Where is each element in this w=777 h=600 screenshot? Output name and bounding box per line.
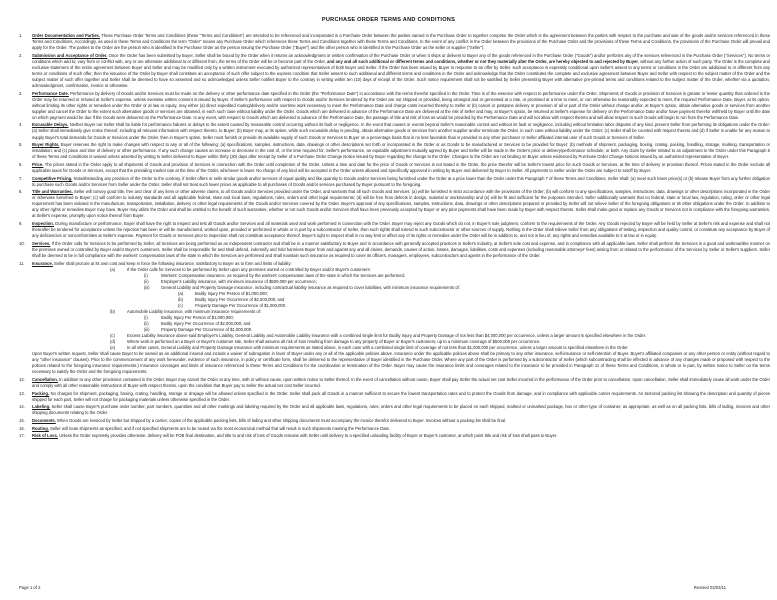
clause-paragraph [32,162,770,174]
sub-item-text: General Liability and Property Damage insurance, including contractual liability insurance as required to cover liabilities, with minimum insurance requirements of: [161,284,460,290]
sub-item-marker: (a) [110,266,116,272]
sub-item-marker: (b) [110,308,116,314]
clause-body: During manufacture or performance, Buyer shall have the right to inspect and test all Goods and/or Services and all materials used and work performed in connection with the Order. Buyer may reject any Goods which do not, in Buyer's sole judgment, conform to the requirements of the Order. Any Goods rejected by Buyer will be held by Seller at Seller's risk and expense and shall not thereafter be tendered for acceptance unless the rejection has been or will be manufactured, worked upon, provided or performed in whole or in part by a subcontractor of Seller, then such rights shall extend to such subcontractor or other sources of supply. Nothing in the Order shall relieve Seller from any obligations of testing, inspection and quality control, or constitute any acceptance by Buyer of any deficiencies or nonconformities at Seller's expense. Payment for Goods or Services prior to inspection shall not constitute acceptance thereof. Buyer's right to inspect shall in no way limit or affect any of its rights or remedies under the Order will be in addition to, and not in lieu of, any rights and remedies available to it at law or in equity. [32,221,771,239]
clause-heading: Excusable Delays. [32,122,69,128]
sub-item-text: Property Damage Per Occurrence of $1,000,000. [161,327,253,333]
sub-item-text: Employer's Liability insurance, with minimum insurance of $500,000 per occurrence; [161,278,317,284]
clause-paragraph [32,53,770,89]
clause-body-post: , without any further action of such party. The Order is the complete and exclusive statement of the entire agreement between Buyer and Seller and may be modified only by a written instrument executed by authorized representatives of both Buyer and Seller. If the Order has been issued by Buyer in response to an offer by Seller, such acceptance is expressly conditional upon Seller's assent to any terms or conditions in the Order are additional to or different from any terms or conditions of such offer, then the issuance of the Order by Buyer shall constitute an acceptance of such offer subject to the express condition that Seller assent to such additional and different terms and conditions in the Order and acknowledge that the Order constitutes the complete and exclusive agreement between Buyer and Seller with respect to the subject matter of the Order and the subject matter of such offer together and Seller shall be deemed to have so assented and so acknowledged unless Seller notifies Buyer to the contrary in writing within ten (10) days of receipt of the Order. Such notice requirement shall not be satisfied by Seller presenting Buyer with alternative pre-printed terms and conditions related to the subject matter of the Order, whether via a quotation, acknowledgment, confirmation, invoice or otherwise. [32,58,770,88]
clause-paragraph [32,404,770,416]
sub-item-text: Bodily Injury Per Occurrence of $2,000,000; and [161,321,251,327]
automobile-roman-list [144,315,770,333]
clause-body: Seller will convey good title, free and clear of any liens or other adverse claims, to all Goods and/or Services provided under the Order, and warrants that all such Goods and Services: (a) will be furnished in strict accordance with the provisions of the Order; (b) will conform to any specifications, samples, instructions, data, drawings or other descriptions incorporated in the Order or otherwise furnished to Buyer; (c) will conform to industry standards and all applicable federal, state and local laws, regulations, rules, orders and other legal requirements; (d) will be free from defects in design, material or workmanship and (e) will be fit and sufficient for the purposes intended. Seller additionally warrants that no federal, state or local law, regulation, ruling, order or other legal requirement has been violated in the manufacture, transportation, installation, delivery or other legal requirements of the Goods and/or Services covered by the Order. Buyer's approval of any specifications, samples, instructions, data, drawings or other descriptions prepared or provided by Seller will not relieve Seller of the foregoing obligations or its other obligations under the Order. In addition to any other rights or remedies Buyer may have, Buyer may utilize the Order and shall be entitled to the benefit of such warranties, whether or not such Goods and/or Services shall have been previously accepted by Buyer or any prior payments shall have been made by Buyer with respect thereto. Seller shall make good or replace any Goods or Services not in compliance with the foregoing warranties, at Seller's expense, promptly upon notice thereof from Buyer. [32,189,771,219]
clause-body: The prices stated in the Order apply to all shipments of Goods and provision of Services in connection with the Order until completion of the Order. Unless a time and date for the price of Goods or Services is not stated in the Order, the price therefor will be Seller's lowest price for such Goods or Services, at the time of delivery or provision thereof. Prices stated in the Order exclude all applicable taxes for Goods or Services, except that the prevailing market rate at the time of the Order, whichever is lower. No charge of any kind will be accepted in the Order unless allowed and specifically approved in writing by Buyer and delivered by Buyer to Seller. All payments to Seller under the Order are subject to setoff by Buyer. [32,161,770,173]
clause-12 [7,377,770,389]
clause-paragraph [32,33,770,51]
sub-item-text: Workers' Compensation insurance, as required by the workers' compensation laws of the state in which the Services are performed; [161,272,406,278]
clause-8 [7,189,770,219]
clause-paragraph [32,377,770,389]
clause-2 [7,53,770,89]
clause-paragraph [32,176,770,188]
clause-heading: Packing. [32,390,50,396]
sub-item-text: If the Order calls for Services to be performed by Seller upon any premises owned or controlled by Buyer and/or Buyer's customers: [127,266,371,272]
insurance-letter-list [178,291,770,309]
sub-item-text: Bodily Injury Per Person of $1,000,000; [161,315,234,320]
clause-body: Seller shall cause Buyer's purchase order number, part numbers, quantities and all other markings and labeling required by the Order and all applicable laws, regulations, rules, orders and other legal requirements to be placed on each shipped, marked or unmarked package, box or other type of container, as appropriate, as well as on all packing lists, bills of lading, invoices and other shipping documents relating to the Order. [32,404,770,416]
sub-item-marker: (c) [110,333,115,339]
clause-body: Performance by delivery of Goods and/or Services must be made on the delivery or other performance date specified in the Order (the "Performance Date") in accordance with the terms therefor specified in the Order. Time is of the essence with respect to performance under the Order. Shipments of Goods or provision of Services in greater or lesser quantity than ordered in the Order may be returned or refused at Seller's expense, unless overwise written consent is issued by Buyer. If Seller's performance with respect to Goods and/or Services tendered by the Order are not shipped or provided, being arranged and or generated at a rate, or promised at a time to meet, or can otherwise be reasonably expected to meet, the required Performance Date, Buyer, at its option, without limiting its other rights or remedies under the Order or at law or equity, may either (a) direct expedited routing/delivery and/or overtime work necessary to meet the Performance Date and charge costs incurred thereby to Seller or (b) cancel or postpone delivery or provision of all or part of the Order without change and/or, at Buyer's option, obtain alternative goods or services from another supplier and cancel the Order to the extent such alternative goods or services are obtained, in each such case without liability under the Order. Goods which are delivered in advance of the Performance Date are delivered at the risk of Seller and may, at Buyer's option, be returned at Seller's expense for delivery on the Performance Date and/or have payment therefor withheld by Buyer until the date on which payment would be due if the Goods were delivered on the Performance Date. In any event, with respect to Goods which are delivered in advance of the Performance Date, the passage of title and risk of loss as would be provided by the Performance Date and will not allow with respect thereto and will allow respect to such Goods will begin to run from the Performance Date. [32,90,770,120]
clause-body-emphasis: and any and all such additional or different terms and conditions, whether or not they materially alter the Order, are hereby objected to and rejected by Buyer [327,58,638,64]
clause-heading: Services. [32,240,51,246]
clause-heading: Routing. [32,425,49,431]
clause-10 [7,241,770,259]
clause-body: Unless the Order expressly provides otherwise, delivery will be FOB final destination, and title to and risk of loss of Goods remains with Seller until delivery to a specified unloading facility of Buyer or Buyer's customer, at which point title and risk of loss shall pass to Buyer. [59,433,558,439]
sub-item-marker: (iii) [144,327,150,333]
clause-heading: Inspection. [32,221,54,227]
clause-4 [7,122,770,140]
sub-item-marker: (i) [144,315,148,320]
clause-paragraph [32,391,770,403]
sub-item-text: Bodily Injury Per Occurrence of $2,000,000; and [195,296,285,302]
clause-1 [7,33,770,51]
clause-body: If the Order calls for Services to be performed by Seller, all Services are being performed as an independent contractor and shall be in a manner satisfactory to Buyer and in accordance with generally accepted practices in Seller's industry, at Seller's sole cost and expense, and in compliance with all applicable laws. Seller shall perform the Services in a good and workmanlike manner on the premises owned or controlled by Buyer and/or Buyer's customers. Seller shall be responsible for and shall defend, indemnify and hold harmless Buyer from and against any and all claims, demands, causes of action, losses, damages, liabilities, costs and expenses (including reasonable attorneys' fees) arising from or related to the performance of the Services by Seller or Seller's suppliers. Seller shall be deemed to be in full compliance with the workers' compensation laws of the state in which the Services are performed and shall maintain such insurance as required to cover its officers, managers, employees, subcontractors and agents in the performance of the Order. [32,240,770,258]
sub-item-text: Where work is performed on a Buyer or Buyer's customer site, Seller shall assume all risk of loss resulting from damage to any property of Buyer or Buyer's customers, up to a minimum coverage of $500,000 per occurrence. [127,339,541,345]
clause-paragraph [32,142,770,160]
document-body [0,23,777,439]
clause-body: No charges for shipment, packaging, boxing, crating, handling, storage or drayage will be allowed unless specified in the Order. Seller shall pack all Goods in a manner sufficient to secure the lowest transportation rates and to protect the Goods from damage, and in compliance with applicable carrier requirements. An itemized packing list showing the description and quantity of pieces shipped for each part, Seller will not charge for packaging materials unless otherwise specified in the Order. [32,390,770,402]
page-footer [0,585,777,591]
clause-paragraph [32,91,770,121]
insurance-roman-item-iii [144,285,770,309]
clause-list [7,33,770,439]
clause-9 [7,221,770,239]
sub-item-marker: (iii) [144,284,150,290]
clause-14 [7,404,770,416]
clause-17 [7,433,770,439]
sub-item-text: Property Damage Per Occurrence of $1,000,000. [195,302,287,308]
clause-heading: Price. [32,161,44,167]
clause-body: When Goods are invoiced by Seller but shipped by a carrier, copies of the applicable packing lists, bills of lading and other shipping documents must accompany the invoice therefor delivered to Buyer. Invoices without a packing list shall be final. [57,418,507,424]
clause-paragraph [32,189,770,219]
clause-body: Notwithstanding any provision of the Order to the contrary, if Seller offers or sells similar goods and/or services of equal quality and like quantity to Goods and/or Services being furnished under the Order at a price lower than the Order under this Paragraph 7 of these Terms and Conditions, Seller shall: (a) meet such lower price(s) or (b) release Buyer from any further obligation to purchase such Goods and/or Services from Seller under the Order. Seller shall not treat such lower prices as applicable to all purchases of Goods and/or services purchased by Buyer pursuant to the foregoing. [32,175,770,187]
clause-heading: Documents. [32,418,56,424]
clause-5 [7,142,770,160]
sub-item-text: Automobile Liability insurance, with minimum insurance requirements of: [127,308,262,314]
clause-11 [7,261,770,376]
clause-6 [7,162,770,174]
clause-paragraph [32,433,770,439]
clause-body-pre: Once the Order has been submitted by Buyer, Seller shall be bound by the Order when it returns an acknowledgment or written confirmation of the Purchase Order or when it ships or delivers to Buyer any of the goods referenced in the Purchase Order ("Goods") and/or performs any of the services referenced in the Purchase Order ("Services"). No terms or conditions which add to, vary from or conflict with, any or are otherwise additional to or different from, the terms of the Order will be or become part of the Order, [32,52,771,64]
clause-heading: Title and Warranties. [32,189,73,195]
clause-16 [7,426,770,432]
sub-item-marker: (e) [110,345,116,351]
page-number: Page 1 of 2 [19,585,41,590]
sub-item-marker: (a) [178,290,184,296]
clause-heading: Submission and Acceptance of Order. [32,52,108,58]
insurance-sub-item-e [110,345,770,351]
insurance-sub-item-b [110,309,770,333]
clause-heading: Performance Date. [32,90,69,96]
clause-heading: Competitive Pricing. [32,175,73,181]
clause-7 [7,176,770,188]
clause-body: In addition to any other provisions contained in the Order, Buyer may cancel the Order at any time, with or without cause, upon written notice to Seller thereof. In the event of cancellation without cause, Buyer shall pay Seller the actual net cost Seller incurred in the performance of the Order prior to cancellation. Upon cancellation, Seller shall immediately cease all work under the Order and comply with all other reasonable instructions of Buyer with respect thereto, upon the condition that Buyer pay to Seller the actual net cost Seller incurred. [32,377,771,389]
clause-body: Seller will route shipments as specified, and if not specified shipments are to be routed via the most economical method that will result in such shipments meeting the Performance Date. [50,425,391,431]
clause-13 [7,391,770,403]
sub-item-marker: (c) [178,302,183,308]
insurance-roman-list [144,273,770,309]
page-title: PURCHASE ORDER TERMS AND CONDITIONS [321,17,456,23]
clause-heading: Buyer Rights. [32,142,60,148]
sub-item-marker: (d) [110,339,116,345]
clause-paragraph [32,418,770,424]
clause-body: Buyer reserves the right to make changes with respect to any or all of the following: (a) specifications, samples, instructions, data, drawings or other descriptions set forth or incorporated in the Order or as Goods to be manufactured or Services to be provided for Buyer; (b) methods of shipment, packaging, boxing, crating, packing, handling, storage, marking, transportation or installation; and (c) place and time of delivery or other performance. If any such change causes an increase or decrease in the cost of, or the time required for, Seller's performance, an equitable adjustment mutually agreed by Buyer and Seller will be made in the Order's price or delivery/performance schedule, or both. Any claim by Seller related to an adjustment to the Order under this Paragraph 5 of these Terms and Conditions is waived unless asserted by writing to Seller delivered to Buyer within thirty (30) days after receipt by Seller of a Purchase Order Change Notice issued by Buyer regarding the change to the Order. Changes to the Order are not binding on Buyer unless evidenced by Purchase Order Change Notices issued by an authorized representative of Buyer. [32,142,771,160]
clause-heading: Risk of Loss. [32,433,58,439]
clause-paragraph [32,122,770,140]
clause-15 [7,418,770,424]
revision-label: Revised 02/03/11 [693,585,726,590]
insurance-sub-list [110,267,770,352]
clause-heading: Insurance. [32,260,53,266]
sub-item-marker: (ii) [144,321,149,327]
clause-body: Neither Buyer nor Seller shall be liable for performance failures or delays to the extent caused by reasonable control occurring without its fault or negligence. In the event that causes or events beyond Seller's reasonable control and without its fault or negligence, including without limitation labor disputes of any kind, prevent Seller from performing its obligations under the Order: (a) Seller shall immediately give notice thereof, including all relevant information with respect thereto, to Buyer; (b) Buyer may, at its option, while such excusable delay is pending, obtain alternative goods or services from another supplier and/or terminate the Order, in each case without liability under the Order; (c) Seller shall be counted with respect thereto and (d) if Seller is unable for any reason to supply Buyer's total demands for Goods or Services under the Order, then in Buyer's option, Seller must furnish or provide its available supply of such Goods or Services to Buyer on a percentage basis that in no less favorable than is provided to any other purchaser or Seller affiliated internal user of such Goods or Services of Seller. [32,122,770,140]
clause-heading: Labeling. [32,404,51,410]
clause-paragraph [32,426,770,432]
sub-item-marker: (i) [144,272,148,278]
sub-item-text: In all other cases, General Liability and Property Damage insurance with minimum requirements as stated above, in each case with a combined single limit of coverage of not less than $1,000,000 per occurrence, unless a larger amount is specified elsewhere in the Order. [127,345,629,351]
sub-item-text: Excess Liability insurance above said Employer's Liability, General Liability and Automobile Liability insurance with a combined single limit for Bodily Injury and Property Damage of not less than $4,000,000 per occurrence, unless a larger amount is specified elsewhere in the Order. [127,333,647,339]
insurance-closing-paragraph: Upon Buyer's written request, Seller shall cause Buyer to be named as an additional insured and include a waiver of subrogation in favor of Buyer under any or all of the applicable policies above. Insurance under the applicable policies above shall be primary to any other insurance, self-insurance or self-retention of Buyer. Buyer's affiliated companies or any other person or entity (without regard to any "other insurance" clauses). Prior to the commencement of any work hereunder, evidence of such insurance, in policy or certificate form, shall be delivered to the representative of Buyer identified in the Purchase Order. Where any part of the Order is performed by a subcontractor of Seller (which subcontracting shall be effected in advance of any changes made or proposed with respect to the policies related to the foregoing insurance requirements.) Insurance coverages and limits of insurance referenced in these Terms and Conditions for the coordination or termination of the Order. Buyer may cause the insurance limits and coverages related to the insurance to be provided in Paragraph 11 of these Terms and Conditions, in whole or in part, by written notice to Seller on the terms necessary to satisfy the Order and the foregoing requirements. [32,351,770,375]
clause-paragraph [32,221,770,239]
insurance-sub-item-a [110,267,770,309]
clause-body: These Purchase Order Terms and Conditions (these "Terms and Conditions") are intended to be referenced and incorporated in a Purchase Order between the parties named in the Purchase Order to together comprise the Order which is the agreement between the parties with respect to the purchase and sale of the goods and/or services referenced in these Terms and Conditions. Accordingly, as used in these Terms and Conditions the term "Order" means any Purchase Order which references these Terms and Conditions together with these Terms and Conditions. In the event of any conflict in the Order between the provisions of the Purchase Order and the provisions of these Terms and Conditions, the provisions of the Purchase Order will prevail and apply for the Order. The parties to the Order are the person who is identified in the Purchase Order as the person issuing the Purchase Order ("Buyer") and the other person who is identified in the Purchase Order as the seller or supplier ("Seller"). [32,33,771,51]
sub-item-marker: (ii) [144,278,149,284]
clause-heading: Order Documentation and Parties. [32,33,101,38]
clause-body: Seller shall procure at its own cost and keep in force the following insurance, satisfactory to Buyer as to form and limits of liability: [54,260,292,266]
sub-item-text: Bodily Injury Per Person of $1,000,000; [195,290,268,296]
sub-item-marker: (b) [178,296,184,302]
clause-paragraph [32,241,770,259]
clause-heading: Cancellation. [32,377,58,383]
clause-3 [7,91,770,121]
